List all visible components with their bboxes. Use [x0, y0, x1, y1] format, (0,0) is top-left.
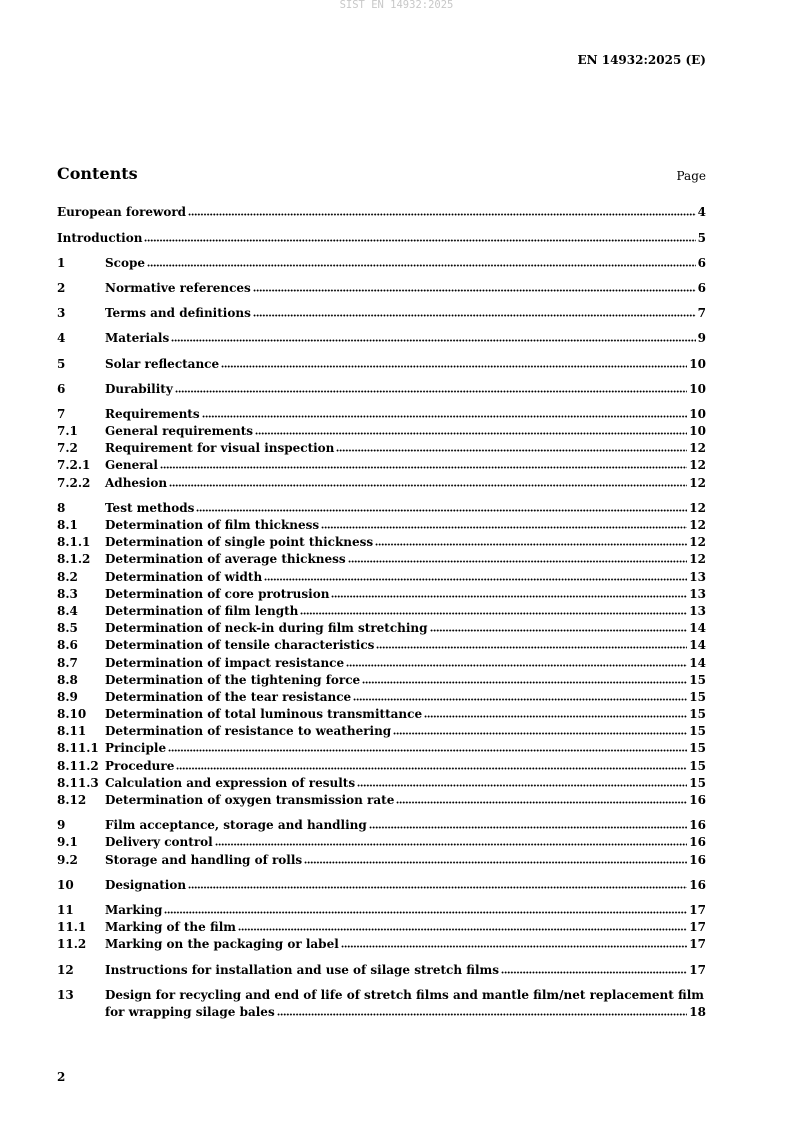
- dot-leader: [277, 1013, 688, 1016]
- toc-entry-number: 8.10: [57, 707, 87, 722]
- toc-entry-12[interactable]: [57, 962, 706, 979]
- toc-entry-title-line-2: for wrapping silage bales: [105, 1004, 275, 1019]
- toc-page-column-label: Page: [676, 169, 706, 183]
- toc-entry-page: 12: [689, 458, 706, 473]
- toc-entry-number: 11.1: [57, 920, 87, 935]
- dot-leader: [164, 911, 687, 914]
- toc-entry-9-2[interactable]: [57, 852, 706, 869]
- toc-entry-title: Determination of the tightening force: [105, 672, 361, 687]
- toc-entry-8-11[interactable]: [57, 723, 706, 740]
- toc-header: [57, 164, 706, 184]
- dot-leader: [169, 484, 687, 487]
- toc-entry-page: 6: [697, 280, 706, 295]
- dot-leader: [176, 767, 687, 770]
- page-number: 2: [57, 1070, 66, 1084]
- toc-entry-page: 9: [697, 331, 706, 346]
- dot-leader: [369, 826, 688, 829]
- toc-entry-6[interactable]: [57, 381, 706, 398]
- toc-entry-page: 16: [689, 835, 706, 850]
- toc-entry-page: 13: [689, 586, 706, 601]
- toc-entry-number: 8.3: [57, 586, 78, 601]
- toc-entry-title: Marking of the film: [105, 920, 236, 935]
- dot-leader: [253, 289, 696, 292]
- toc-entry-page: 12: [689, 500, 706, 515]
- toc-entry-page: 17: [689, 937, 706, 952]
- toc-entry-title: General: [105, 458, 158, 473]
- toc-group-9: [57, 817, 706, 869]
- toc-entry-page: 18: [689, 1004, 706, 1019]
- toc-entry-8-3[interactable]: [57, 586, 706, 603]
- toc-entry-title: Materials: [105, 331, 170, 346]
- toc-entry-page: 15: [689, 775, 706, 790]
- toc-group-2: [57, 280, 706, 297]
- toc-entry-page: 17: [689, 920, 706, 935]
- toc-entry-number: 2: [57, 280, 66, 295]
- toc-entry-page: 16: [689, 852, 706, 867]
- toc-entry-title: Marking on the packaging or label: [105, 937, 339, 952]
- toc-entry-number: 8.1.1: [57, 535, 91, 550]
- toc-entry-title: Requirements: [105, 406, 200, 421]
- toc-entry-number: 12: [57, 962, 74, 977]
- toc-entry-title: Storage and handling of rolls: [105, 852, 303, 867]
- toc-entry-title: Instructions for installation and use of silage stretch films: [105, 962, 499, 977]
- toc-entry-title: Determination of the tear resistance: [105, 689, 352, 704]
- toc-entry-8-11-2[interactable]: [57, 758, 706, 775]
- toc-entry-title: Determination of average thickness: [105, 552, 346, 567]
- toc-entry-number: 8.1: [57, 518, 78, 533]
- toc-entry-number: 8.1.2: [57, 552, 91, 567]
- toc-entry-title: Determination of core protrusion: [105, 586, 330, 601]
- toc-entry-page: 16: [689, 793, 706, 808]
- dot-leader: [375, 543, 687, 546]
- toc-entry-number: 11.2: [57, 937, 87, 952]
- dot-leader: [321, 526, 687, 529]
- toc-entry-8-1-2[interactable]: [57, 551, 706, 568]
- toc-entry-number: 13: [57, 987, 74, 1002]
- toc-entry-title: Determination of width: [105, 569, 263, 584]
- dot-leader: [396, 801, 687, 804]
- dot-leader: [255, 432, 687, 435]
- toc-entry-number: 7.1: [57, 424, 78, 439]
- toc-entry-introduction[interactable]: [57, 230, 706, 247]
- dot-leader: [348, 560, 688, 563]
- dot-leader: [304, 861, 687, 864]
- watermark-text: SIST EN 14932:2025: [339, 0, 454, 11]
- toc-group-6: [57, 381, 706, 398]
- dot-leader: [353, 698, 687, 701]
- dot-leader: [331, 595, 687, 598]
- toc-entry-page: 7: [697, 306, 706, 321]
- dot-leader: [221, 365, 687, 368]
- toc-entry-page: 17: [689, 902, 706, 917]
- toc-entry-number: 9.2: [57, 852, 78, 867]
- dot-leader: [376, 646, 687, 649]
- dot-leader: [430, 629, 688, 632]
- dot-leader: [215, 843, 688, 846]
- toc-group-10: [57, 877, 706, 894]
- toc-entry-8-6[interactable]: [57, 637, 706, 654]
- toc-heading: Contents: [57, 164, 138, 183]
- toc-group-4: [57, 330, 706, 347]
- toc-entry-title: Film acceptance, storage and handling: [105, 818, 367, 833]
- toc-entry-page: 15: [689, 724, 706, 739]
- dot-leader: [175, 390, 687, 393]
- toc-entry-page: 12: [689, 441, 706, 456]
- toc-entry-page: 14: [689, 655, 706, 670]
- toc-entry-page: 16: [689, 818, 706, 833]
- toc-entry-number: 9: [57, 818, 66, 833]
- toc-entry-13-continued[interactable]: [57, 1004, 706, 1021]
- toc-entry-7[interactable]: [57, 406, 706, 423]
- toc-entry-title: Introduction: [57, 230, 143, 245]
- dot-leader: [357, 784, 687, 787]
- toc-entry-title: Determination of film thickness: [105, 518, 320, 533]
- toc-entry-page: 12: [689, 552, 706, 567]
- toc-entry-number: 7.2.2: [57, 475, 91, 490]
- dot-leader: [147, 264, 696, 267]
- toc-entry-title: Determination of total luminous transmittance: [105, 707, 423, 722]
- toc-entry-page: 10: [689, 381, 706, 396]
- toc-group-1: [57, 255, 706, 272]
- toc-entry-page: 12: [689, 475, 706, 490]
- toc-entry-number: 8.6: [57, 638, 78, 653]
- toc-entry-8-4[interactable]: [57, 603, 706, 620]
- toc-entry-title: Test methods: [105, 500, 195, 515]
- toc-entry-title: Procedure: [105, 758, 175, 773]
- toc-entry-page: 14: [689, 638, 706, 653]
- toc-entry-number: 8.11: [57, 724, 87, 739]
- toc-group-11: [57, 902, 706, 954]
- toc-entry-title: Determination of tensile characteristics: [105, 638, 375, 653]
- toc-entry-8-9[interactable]: [57, 689, 706, 706]
- toc-group-12: [57, 962, 706, 979]
- toc-entry-page: 14: [689, 621, 706, 636]
- toc-entry-number: 4: [57, 331, 66, 346]
- toc-entry-8-5[interactable]: [57, 620, 706, 637]
- dot-leader: [168, 749, 687, 752]
- toc-entry-4[interactable]: [57, 330, 706, 347]
- toc-entry-page: 12: [689, 535, 706, 550]
- dot-leader: [341, 945, 688, 948]
- toc-group-13: [57, 987, 706, 1021]
- toc-entry-page: 15: [689, 707, 706, 722]
- toc-entry-11-2[interactable]: [57, 936, 706, 953]
- toc-entry-page: 16: [689, 877, 706, 892]
- toc-entry-number: 8.12: [57, 793, 87, 808]
- dot-leader: [501, 971, 687, 974]
- dot-leader: [346, 664, 687, 667]
- dot-leader: [424, 715, 687, 718]
- toc-entry-number: 8.4: [57, 603, 78, 618]
- toc-entry-7-1[interactable]: [57, 423, 706, 440]
- toc-entry-5[interactable]: [57, 356, 706, 373]
- toc-entry-title: Terms and definitions: [105, 306, 251, 321]
- toc-entry-page: 6: [697, 255, 706, 270]
- toc-entry-title: Marking: [105, 902, 163, 917]
- toc-group-8: [57, 500, 706, 809]
- toc-entry-8-1-1[interactable]: [57, 534, 706, 551]
- toc-entry-7-2-1[interactable]: [57, 457, 706, 474]
- toc-entry-page: 15: [689, 758, 706, 773]
- dot-leader: [188, 886, 687, 889]
- toc-entry-number: 8.2: [57, 569, 78, 584]
- toc-entry-8-10[interactable]: [57, 706, 706, 723]
- dot-leader: [202, 415, 688, 418]
- toc-entry-8-7[interactable]: [57, 655, 706, 672]
- dot-leader: [238, 928, 687, 931]
- toc-entry-title: Scope: [105, 255, 146, 270]
- toc-entry-10[interactable]: [57, 877, 706, 894]
- toc-entry-11[interactable]: [57, 902, 706, 919]
- toc-entry-8-8[interactable]: [57, 672, 706, 689]
- toc-entry-title: Calculation and expression of results: [105, 775, 356, 790]
- toc-entry-title: Determination of single point thickness: [105, 535, 374, 550]
- dot-leader: [196, 509, 687, 512]
- toc-entry-title: Determination of neck-in during film stretching: [105, 621, 428, 636]
- toc-entry-number: 8.11.2: [57, 758, 99, 773]
- toc-entry-number: 7.2.1: [57, 458, 91, 473]
- toc-entry-title: Determination of film length: [105, 603, 299, 618]
- toc-entry-number: 10: [57, 877, 74, 892]
- toc-entry-2[interactable]: [57, 280, 706, 297]
- toc-entry-8-11-1[interactable]: [57, 740, 706, 757]
- toc-entry-number: 8: [57, 500, 66, 515]
- toc-entry-page: 10: [689, 356, 706, 371]
- toc-entry-title: Delivery control: [105, 835, 213, 850]
- toc-entry-number: 7.2: [57, 441, 78, 456]
- toc-group-introduction: [57, 230, 706, 247]
- toc-entry-8-11-3[interactable]: [57, 775, 706, 792]
- toc-group-7: [57, 406, 706, 492]
- toc-entry-number: 8.11.3: [57, 775, 99, 790]
- dot-leader: [264, 578, 687, 581]
- toc-entry-page: 13: [689, 603, 706, 618]
- toc-entry-page: 12: [689, 518, 706, 533]
- toc-entry-13[interactable]: [57, 987, 706, 1004]
- toc-entry-title: Designation: [105, 877, 187, 892]
- toc-entry-7-2[interactable]: [57, 440, 706, 457]
- toc-entry-title: Determination of resistance to weathering: [105, 724, 392, 739]
- toc-entry-1[interactable]: [57, 255, 706, 272]
- toc-entry-title: Solar reflectance: [105, 356, 220, 371]
- toc-entry-number: 8.7: [57, 655, 78, 670]
- dot-leader: [362, 681, 687, 684]
- toc-entry-8-2[interactable]: [57, 569, 706, 586]
- dot-leader: [253, 314, 696, 317]
- toc-entry-11-1[interactable]: [57, 919, 706, 936]
- toc-entry-page: 15: [689, 689, 706, 704]
- toc-entry-number: 6: [57, 381, 66, 396]
- dot-leader: [393, 732, 687, 735]
- toc-entry-page: 10: [689, 406, 706, 421]
- toc-entry-page: 15: [689, 672, 706, 687]
- toc-group-5: [57, 356, 706, 373]
- dot-leader: [188, 213, 696, 216]
- dot-leader: [336, 449, 687, 452]
- toc-entry-9-1[interactable]: [57, 834, 706, 851]
- toc-entry-title: Determination of oxygen transmission rate: [105, 793, 395, 808]
- toc-entry-title: European foreword: [57, 205, 187, 220]
- toc-entry-number: 8.5: [57, 621, 78, 636]
- toc-entry-number: 8.11.1: [57, 741, 99, 756]
- toc-entry-european-foreword[interactable]: [57, 204, 706, 221]
- toc-entry-number: 11: [57, 902, 74, 917]
- table-of-contents: [57, 204, 706, 1021]
- toc-entry-number: 8.9: [57, 689, 78, 704]
- toc-entry-title: General requirements: [105, 424, 254, 439]
- dot-leader: [160, 466, 687, 469]
- toc-entry-number: 8.8: [57, 672, 78, 687]
- toc-entry-number: 3: [57, 306, 66, 321]
- toc-entry-page: 15: [689, 741, 706, 756]
- toc-entry-title: Determination of impact resistance: [105, 655, 345, 670]
- document-id-header: EN 14932:2025 (E): [577, 53, 706, 67]
- toc-entry-title: Durability: [105, 381, 173, 396]
- toc-entry-page: 17: [689, 962, 706, 977]
- toc-entry-number: 5: [57, 356, 66, 371]
- toc-entry-page: 10: [689, 424, 706, 439]
- toc-group-european-foreword: [57, 204, 706, 221]
- toc-entry-8[interactable]: [57, 500, 706, 517]
- toc-entry-3[interactable]: [57, 305, 706, 322]
- toc-entry-9[interactable]: [57, 817, 706, 834]
- toc-entry-8-12[interactable]: [57, 792, 706, 809]
- toc-entry-number: 7: [57, 406, 66, 421]
- toc-entry-8-1[interactable]: [57, 517, 706, 534]
- toc-entry-title-line-1: Design for recycling and end of life of stretch films and mantle film/net replacement film: [105, 987, 704, 1002]
- toc-entry-title: Normative references: [105, 280, 251, 295]
- toc-entry-number: 9.1: [57, 835, 78, 850]
- dot-leader: [144, 239, 695, 242]
- toc-entry-title: Requirement for visual inspection: [105, 441, 335, 456]
- toc-entry-page: 13: [689, 569, 706, 584]
- toc-group-3: [57, 305, 706, 322]
- toc-entry-page: 5: [697, 230, 706, 245]
- toc-entry-title: Adhesion: [105, 475, 168, 490]
- dot-leader: [300, 612, 687, 615]
- toc-entry-title: Principle: [105, 741, 167, 756]
- toc-entry-page: 4: [697, 205, 706, 220]
- toc-entry-number: 1: [57, 255, 66, 270]
- toc-entry-7-2-2[interactable]: [57, 475, 706, 492]
- dot-leader: [171, 339, 695, 342]
